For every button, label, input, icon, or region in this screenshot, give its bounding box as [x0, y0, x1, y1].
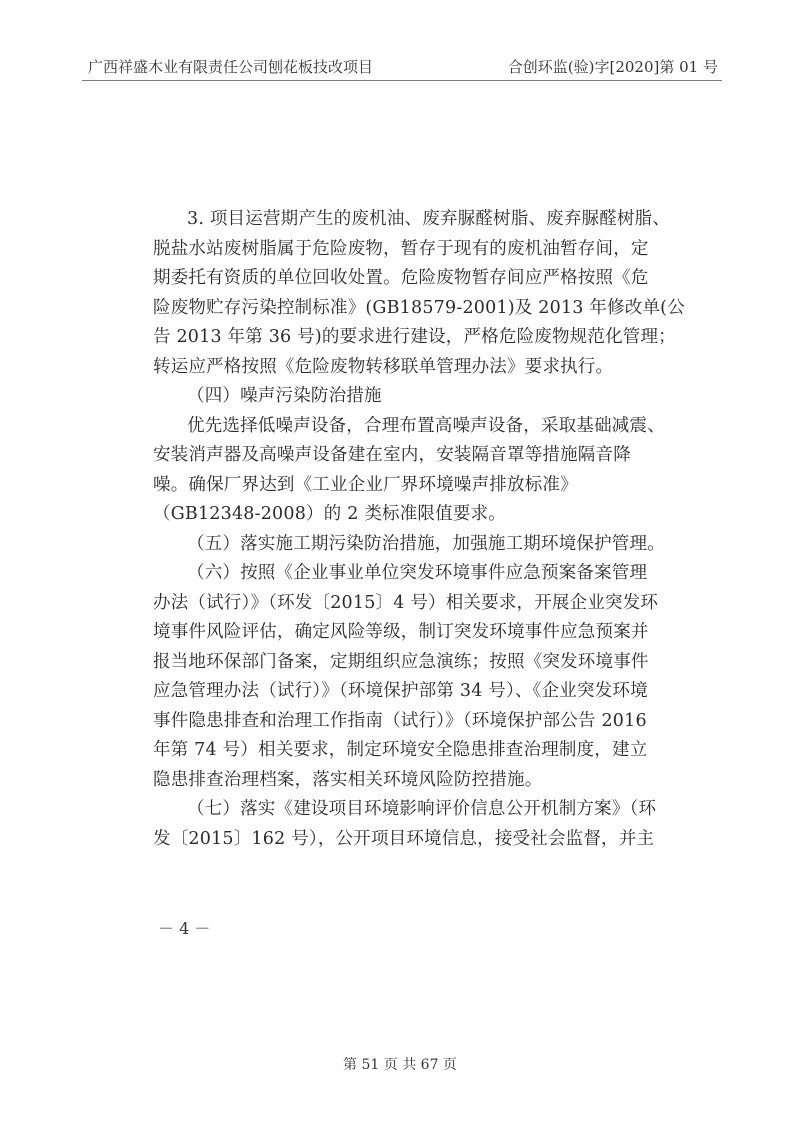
- footer-page-count: 第 51 页 共 67 页: [343, 1057, 457, 1073]
- text-line: 转运应严格按照《危险废物转移联单管理办法》要求执行。: [153, 356, 614, 377]
- text-line: （四）噪声污染防治措施: [187, 386, 382, 406]
- header-divider: [82, 80, 722, 81]
- text-line: 3. 项目运营期产生的废机油、废弃脲醛树脂、废弃脲醛树脂、: [187, 209, 671, 229]
- text-line: （GB12348-2008）的 2 类标准限值要求。: [153, 504, 506, 524]
- header-document-number: 合创环监(验)字[2020]第 01 号: [507, 58, 718, 76]
- text-line: 安装消声器及高噪声设备建在室内，安装隔音罩等措施隔音降: [153, 445, 631, 465]
- text-line: 告 2013 年第 36 号)的要求进行建设，严格危险废物规范化管理；: [153, 327, 676, 347]
- text-line: 脱盐水站废树脂属于危险废物，暂存于现有的废机油暂存间，定: [153, 238, 649, 259]
- text-line: （五）落实施工期污染防治措施，加强施工期环境保护管理。: [187, 533, 665, 554]
- text-line: 噪。确保厂界达到《工业企业厂界环境噪声排放标准》: [153, 474, 578, 495]
- text-line: 境事件风险评估，确定风险等级，制订突发环境事件应急预案并: [153, 622, 649, 642]
- text-line: （七）落实《建设项目环境影响评价信息公开机制方案》（环: [187, 799, 657, 819]
- text-line: （六）按照《企业事业单位突发环境事件应急预案备案管理: [187, 563, 648, 583]
- text-line: 发〔2015〕162 号），公开项目环境信息，接受社会监督，并主: [153, 828, 655, 849]
- text-line: 年第 74 号）相关要求，制定环境安全隐患排查治理制度，建立: [153, 740, 648, 760]
- page-number: － 4 －: [158, 919, 211, 938]
- text-line: 险废物贮存污染控制标准》(GB18579-2001)及 2013 年修改单(公: [153, 297, 685, 318]
- text-line: 办法（试行）》（环发〔2015〕4 号）相关要求，开展企业突发环: [153, 592, 659, 613]
- header-project-name: 广西祥盛木业有限责任公司刨花板技改项目: [88, 58, 374, 76]
- text-line: 隐患排查治理档案，落实相关环境风险防控措施。: [153, 769, 543, 790]
- text-line: 优先选择低噪声设备，合理布置高噪声设备，采取基础减震、: [187, 415, 665, 436]
- text-line: 事件隐患排查和治理工作指南（试行）》（环境保护部公告 2016: [153, 710, 647, 731]
- body-text: [153, 205, 685, 854]
- text-line: 期委托有资质的单位回收处置。危险废物暂存间应严格按照《危: [153, 268, 649, 288]
- text-line: 报当地环保部门备案，定期组织应急演练；按照《突发环境事件: [153, 651, 649, 672]
- text-line: 应急管理办法（试行）》（环境保护部第 34 号）、《企业突发环境: [153, 681, 648, 701]
